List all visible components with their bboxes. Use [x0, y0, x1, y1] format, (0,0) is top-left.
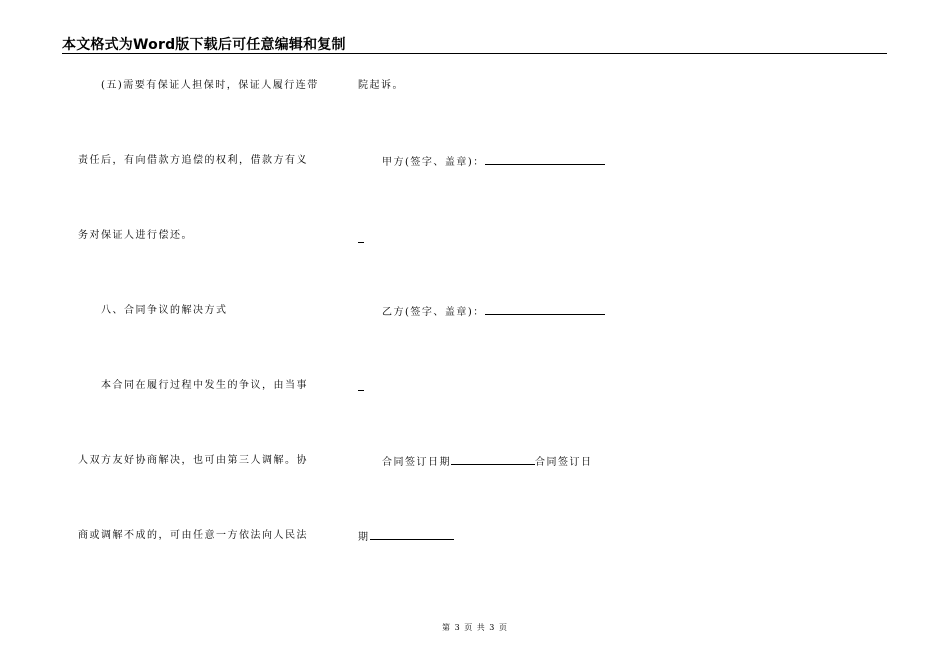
party-a-signature-blank[interactable]: [485, 154, 605, 165]
body-line-1: (五)需要有保证人担保时，保证人履行连带: [101, 80, 319, 91]
party-b-signature-blank[interactable]: [485, 304, 605, 315]
sign-date-label-tail: 期: [358, 532, 370, 543]
document-header-title: 本文格式为Word版下载后可任意编辑和复制: [62, 37, 346, 53]
body-line-3: 务对保证人进行偿还。: [78, 230, 193, 241]
body-line-5: 本合同在履行过程中发生的争议，由当事: [101, 380, 308, 391]
party-b-signature-line: [382, 304, 605, 320]
body-line-7: 商或调解不成的，可由任意一方依法向人民法: [78, 530, 308, 541]
sign-date-label-repeat: 合同签订日: [535, 457, 593, 468]
party-b-label: 乙方(签字、盖章)：: [382, 307, 485, 318]
header-divider: [62, 53, 887, 54]
party-a-label: 甲方(签字、盖章)：: [382, 157, 485, 168]
sign-date-label: 合同签订日期: [382, 457, 451, 468]
sign-date-line: [382, 454, 593, 470]
sign-date-line-continued: [358, 529, 454, 545]
page-number-footer: 第 3 页 共 3 页: [442, 623, 508, 632]
party-a-signature-line: [382, 154, 605, 170]
body-line-6: 人双方友好协商解决，也可由第三人调解。协: [78, 455, 308, 466]
underscore-mark-1: [358, 242, 364, 243]
sign-date-blank-1[interactable]: [451, 454, 535, 465]
section-heading-dispute: 八、合同争议的解决方式: [101, 305, 228, 316]
body-line-2: 责任后，有向借款方追偿的权利，借款方有义: [78, 155, 308, 166]
body-line-continuation: 院起诉。: [358, 80, 404, 91]
sign-date-blank-2[interactable]: [370, 529, 454, 540]
underscore-mark-2: [358, 390, 364, 391]
